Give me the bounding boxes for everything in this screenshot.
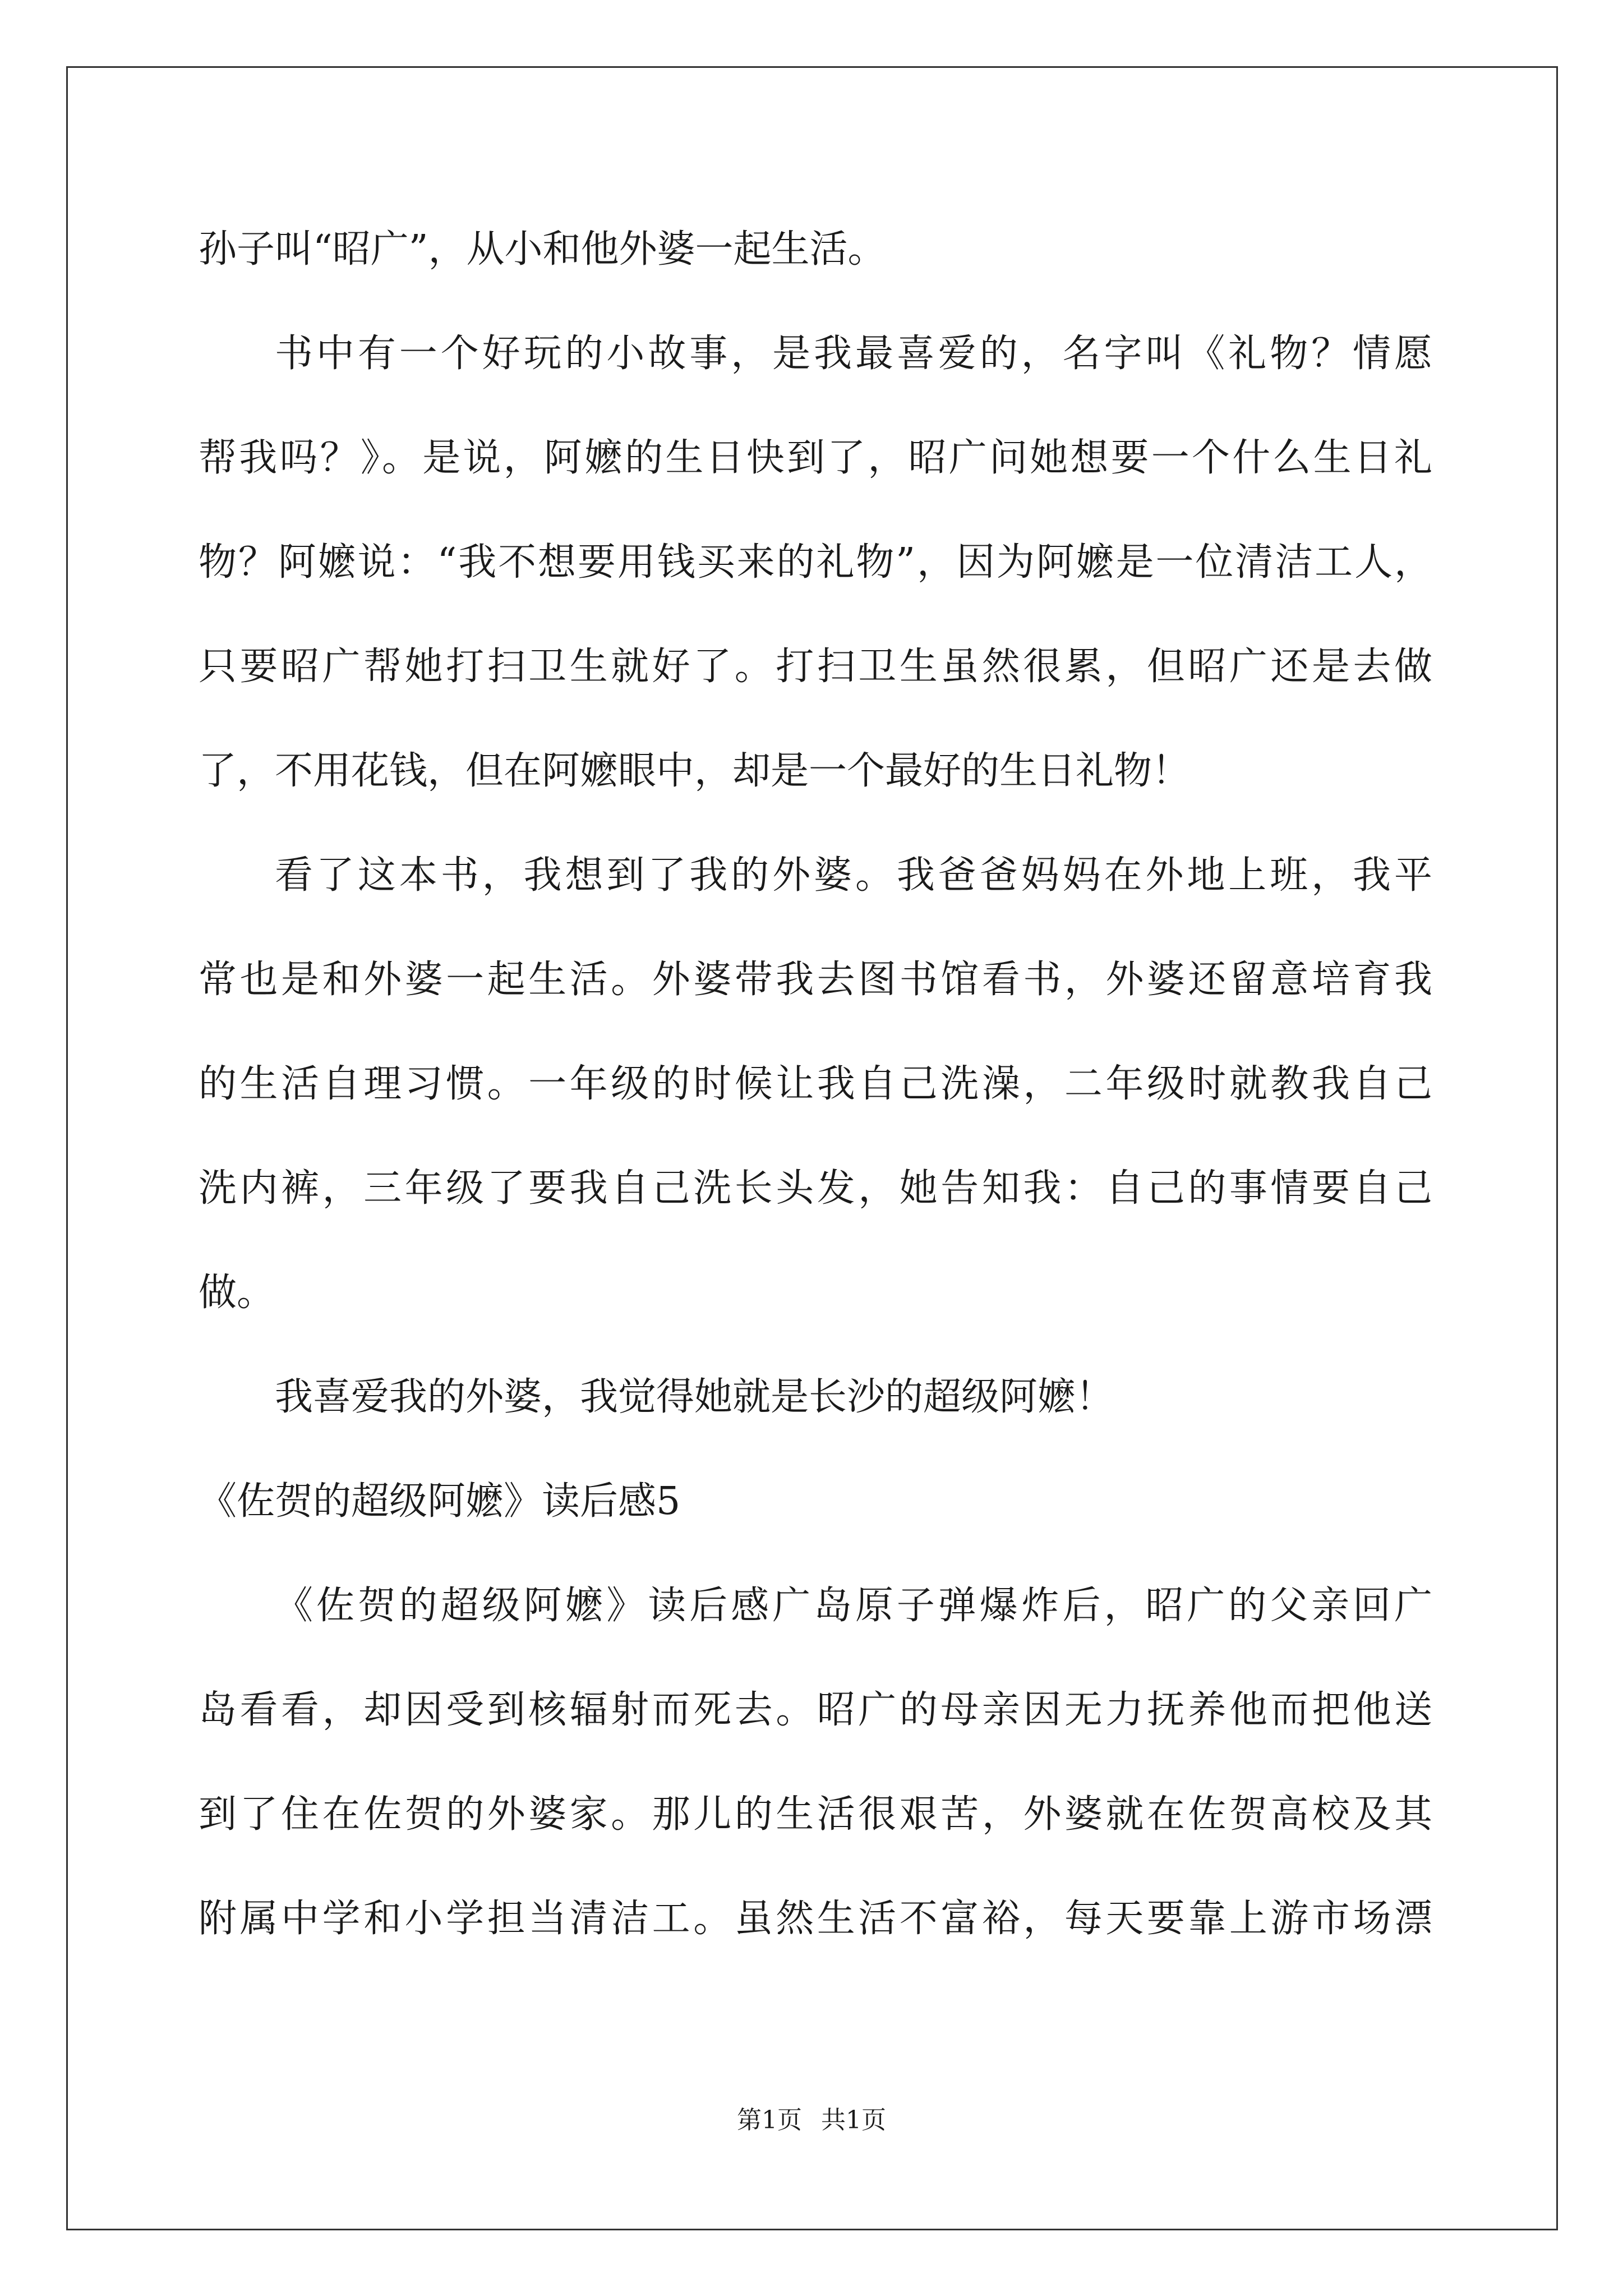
page-number: 第1页 [737, 2106, 802, 2134]
text-line: 物？阿嬷说：“我不想要用钱买来的礼物”，因为阿嬷是一位清洁工人， [199, 540, 1432, 585]
text-line: 孙子叫“昭广”，从小和他外婆一起生活。 [199, 227, 886, 272]
text-line: 做。 [199, 1271, 275, 1315]
text-line: 洗内裤，三年级了要我自己洗长头发，她告知我：自己的事情要自己 [199, 1166, 1432, 1211]
text-line: 我喜爱我的外婆，我觉得她就是长沙的超级阿嬷！ [275, 1375, 1114, 1419]
text-line: 帮我吗？》。是说，阿嬷的生日快到了，昭广问她想要一个什么生日礼 [199, 436, 1432, 480]
text-line: 岛看看，却因受到核辐射而死去。昭广的母亲因无力抚养他而把他送 [199, 1688, 1432, 1732]
text-line: 附属中学和小学担当清洁工。虽然生活不富裕，每天要靠上游市场漂 [199, 1897, 1432, 1941]
text-line: 看了这本书，我想到了我的外婆。我爸爸妈妈在外地上班，我平 [275, 853, 1432, 898]
text-line: 的生活自理习惯。一年级的时候让我自己洗澡，二年级时就教我自己 [199, 1062, 1432, 1106]
text-line: 到了住在佐贺的外婆家。那儿的生活很艰苦，外婆就在佐贺高校及其 [199, 1792, 1432, 1837]
page-footer [0, 2104, 1623, 2137]
text-line: 了，不用花钱，但在阿嬷眼中，却是一个最好的生日礼物！ [199, 749, 1191, 793]
section-heading: 《佐贺的超级阿嬷》读后感5 [199, 1479, 681, 1524]
text-line: 书中有一个好玩的小故事，是我最喜爱的，名字叫《礼物？情愿 [275, 332, 1432, 376]
text-line: 只要昭广帮她打扫卫生就好了。打扫卫生虽然很累，但昭广还是去做 [199, 645, 1432, 689]
text-line: 《佐贺的超级阿嬷》读后感广岛原子弹爆炸后，昭广的父亲回广 [275, 1584, 1432, 1628]
text-line: 常也是和外婆一起生活。外婆带我去图书馆看书，外婆还留意培育我 [199, 958, 1432, 1002]
document-body [199, 216, 1432, 1990]
page-total: 共1页 [821, 2106, 886, 2134]
